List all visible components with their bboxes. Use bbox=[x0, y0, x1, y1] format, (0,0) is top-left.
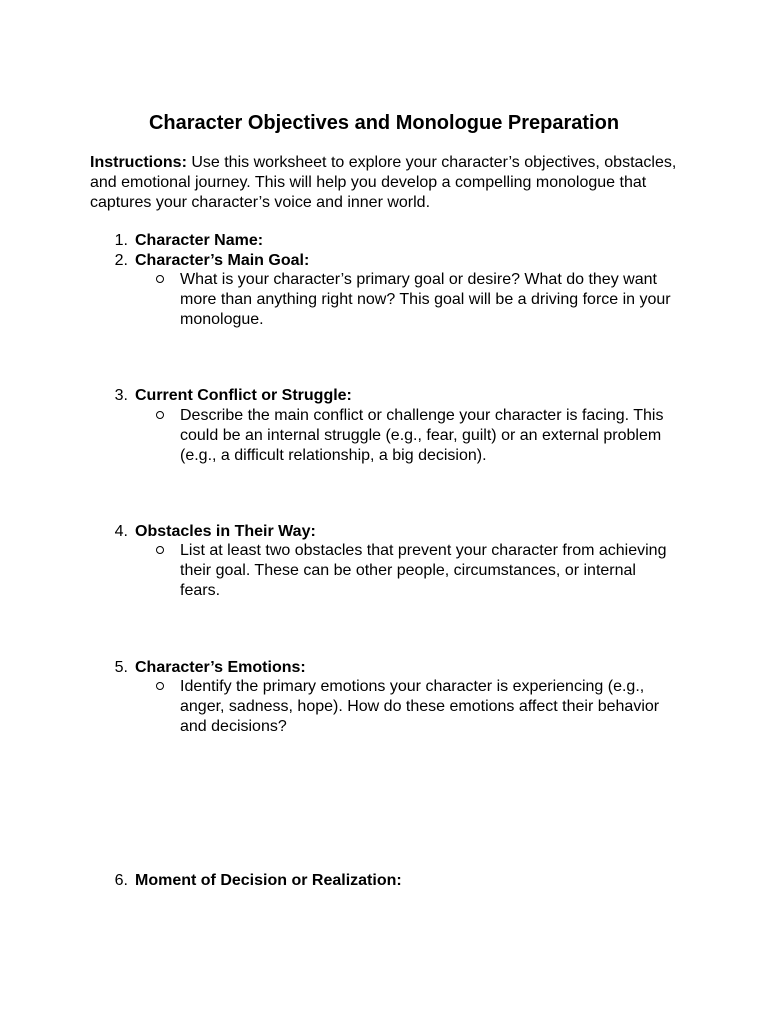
hollow-circle-bullet-icon bbox=[156, 682, 164, 690]
hollow-circle-bullet-icon bbox=[156, 411, 164, 419]
sub-item-text: List at least two obstacles that prevent your character from achieving their goal. These can be other people, circumstances, or internal fears. bbox=[180, 542, 667, 599]
hollow-circle-bullet-icon bbox=[156, 546, 164, 554]
list-item-label: Character Name: bbox=[135, 232, 264, 249]
hollow-circle-bullet-icon bbox=[156, 275, 164, 283]
instructions-text: Use this worksheet to explore your character’s objectives, obstacles, and emotional journey. This will help you develop a compelling monologue that captures your character’s voice and inner world. bbox=[90, 154, 677, 211]
list-number: 6. bbox=[114, 872, 128, 889]
instructions-paragraph bbox=[90, 153, 690, 213]
list-item-label: Character’s Main Goal: bbox=[135, 252, 310, 269]
list-item-label: Obstacles in Their Way: bbox=[135, 523, 316, 540]
list-number: 3. bbox=[114, 387, 128, 404]
list-number: 4. bbox=[114, 523, 128, 540]
sub-item-text: What is your character’s primary goal or desire? What do they want more than anything right now? This goal will be a driving force in your monologue. bbox=[180, 271, 671, 328]
list-number: 1. bbox=[114, 232, 128, 249]
list-item-label: Moment of Decision or Realization: bbox=[135, 872, 402, 889]
list-item-label: Current Conflict or Struggle: bbox=[135, 387, 352, 404]
list-number: 2. bbox=[114, 252, 128, 269]
list-number: 5. bbox=[114, 659, 128, 676]
page-title: Character Objectives and Monologue Preparation bbox=[148, 112, 620, 134]
instructions-lead: Instructions: bbox=[90, 154, 187, 171]
sub-item-text: Identify the primary emotions your character is experiencing (e.g., anger, sadness, hope). How do these emotions affect their behavior and decisions? bbox=[180, 678, 660, 735]
sub-item-text: Describe the main conflict or challenge your character is facing. This could be an internal struggle (e.g., fear, guilt) or an external problem (e.g., a difficult relationship, a big decision). bbox=[180, 407, 664, 464]
list-item-label: Character’s Emotions: bbox=[135, 659, 306, 676]
